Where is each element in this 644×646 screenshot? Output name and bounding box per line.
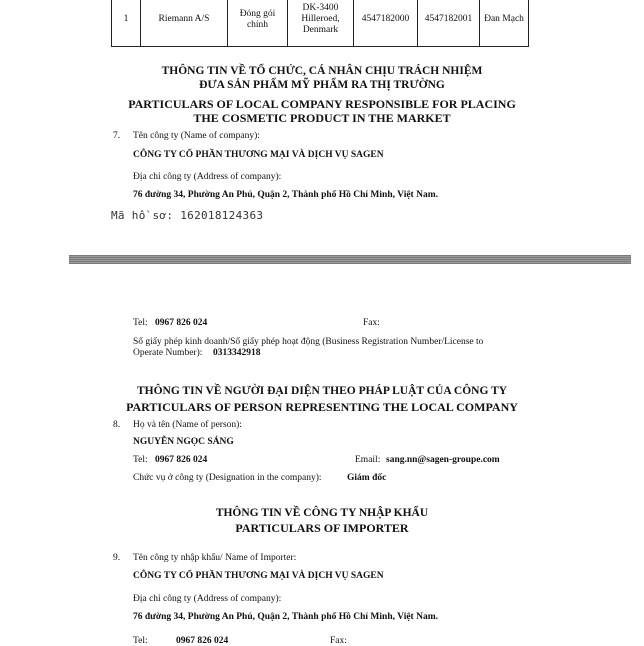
address-line: DK-3400: [302, 3, 339, 13]
address-line: Hilleroed,: [301, 14, 340, 24]
tel-label: Tel:: [133, 318, 148, 328]
license-label: Số giấy phép kinh doanh/Số giấy phép hoạt động (Business Registration Number/License to: [133, 337, 484, 347]
role-line: chính: [246, 19, 269, 30]
item-number: 7.: [113, 131, 121, 141]
file-code: Mã hồ sơ: 162018124363: [111, 209, 264, 222]
section-title-vn: THÔNG TIN VỀ NGƯỜI ĐẠI DIỆN THEO PHÁP LUẬT CỦA CÔNG TY: [136, 385, 508, 397]
table-cell-name: Riemann A/S: [141, 0, 228, 47]
table-cell-role: [228, 0, 288, 47]
license-number: 0313342918: [213, 348, 261, 358]
table-cell-phone: 4547182000: [354, 0, 418, 47]
company-address-label: Địa chỉ công ty (Address of company):: [133, 172, 282, 182]
role-line: Đóng gói: [239, 8, 276, 19]
table-cell-fax: 4547182001: [418, 0, 480, 47]
tel-label: Tel:: [133, 455, 148, 465]
section-title-en: THE COSMETIC PRODUCT IN THE MARKET: [193, 111, 451, 125]
table-row: [112, 0, 529, 47]
section-title-en: PARTICULARS OF PERSON REPRESENTING THE LOCAL COMPANY: [126, 400, 518, 414]
fax-label: Fax:: [363, 318, 380, 328]
section-title-vn: THÔNG TIN VỀ TỔ CHỨC, CÁ NHÂN CHỊU TRÁCH NHIỆM: [161, 65, 483, 77]
email-label: Email:: [355, 455, 381, 465]
email-value: sang.nn@sagen-groupe.com: [386, 455, 500, 465]
manufacturer-table: [111, 0, 529, 47]
tel-value: 0967 826 024: [155, 455, 208, 465]
company-name-label: Tên công ty (Name of company):: [133, 131, 260, 141]
item-number: 9.: [113, 553, 121, 563]
tel-label: Tel:: [133, 636, 148, 646]
section-title-vn: ĐƯA SẢN PHẨM MỸ PHẨM RA THỊ TRƯỜNG: [199, 79, 445, 91]
person-name: NGUYỄN NGỌC SÁNG: [133, 437, 234, 447]
importer-address-label: Địa chỉ công ty (Address of company):: [133, 594, 282, 604]
importer-name-label: Tên công ty nhập khẩu/ Name of Importer:: [133, 553, 297, 563]
section-title-vn: THÔNG TIN VỀ CÔNG TY NHẬP KHẨU: [215, 507, 429, 519]
section-title-en: PARTICULARS OF IMPORTER: [235, 521, 409, 535]
position-value: Giám đốc: [347, 473, 387, 483]
table-cell-address: [288, 0, 354, 47]
tel-value: 0967 826 024: [176, 636, 229, 646]
address-line: Denmark: [302, 25, 339, 35]
importer-name: CÔNG TY CỔ PHẦN THƯƠNG MẠI VÀ DỊCH VỤ SAGEN: [133, 571, 384, 581]
position-label: Chức vụ ở công ty (Designation in the company):: [133, 473, 322, 483]
license-label: Operate Number):: [133, 348, 203, 358]
person-name-label: Họ và tên (Name of person):: [133, 420, 242, 430]
company-name: CÔNG TY CỔ PHẦN THƯƠNG MẠI VÀ DỊCH VỤ SAGEN: [133, 150, 384, 160]
item-number: 8.: [113, 420, 121, 430]
importer-address: 76 đường 34, Phường An Phú, Quận 2, Thành phố Hồ Chí Minh, Việt Nam.: [133, 612, 438, 622]
section-title-en: PARTICULARS OF LOCAL COMPANY RESPONSIBLE FOR PLACING: [128, 97, 516, 111]
fax-label: Fax:: [330, 636, 347, 646]
table-cell-country: Đan Mạch: [480, 0, 529, 47]
page-break-divider: [69, 255, 631, 264]
tel-value: 0967 826 024: [155, 318, 208, 328]
table-cell-no: 1: [112, 0, 141, 47]
company-address: 76 đường 34, Phường An Phú, Quận 2, Thành phố Hồ Chí Minh, Việt Nam.: [133, 190, 438, 200]
